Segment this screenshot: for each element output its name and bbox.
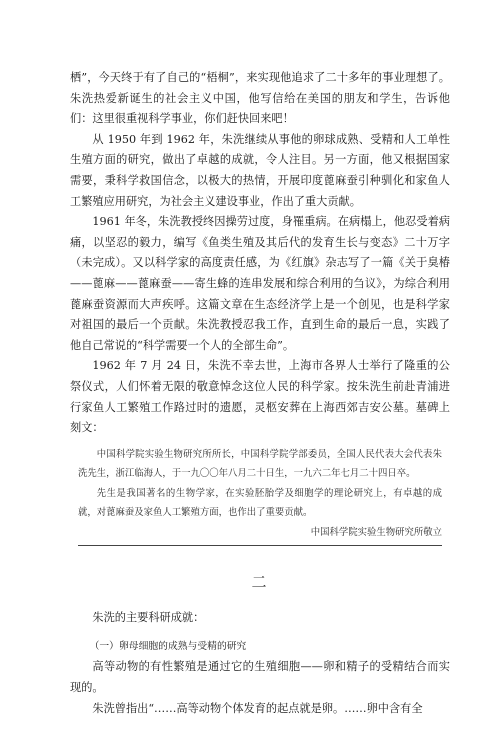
epitaph-signature: 中国科学院实验生物研究所敬立 (310, 526, 442, 538)
epitaph-line-1: 中国科学院实验生物研究所所长，中国科学院学部委员，全国人民代表大会代表朱洗先生，浙江临海人，于一九〇〇年八月二十日生，一九六二年七月二十四日卒。 (78, 448, 442, 480)
subsection-heading: （一）卵母细胞的成熟与受精的研究 (89, 640, 247, 652)
paragraph-6: 朱洗曾指出“……高等动物个体发育的起点就是卵。……卵中含有全 (92, 701, 423, 715)
document-page (70, 68, 450, 719)
epitaph-block (70, 445, 450, 543)
divider (78, 545, 442, 546)
epitaph-line-2: 先生是我国著名的生物学家，在实验胚胎学及细胞学的理论研究上，有卓越的成就，对蓖麻蚕及家鱼人工繁殖方面，也作出了重要贡献。 (78, 487, 442, 519)
paragraph-5: 高等动物的有性繁殖是通过它的生殖细胞——卵和精子的受精结合而实现的。 (70, 660, 450, 694)
section-intro: 朱洗的主要科研成就： (92, 611, 205, 625)
paragraph-1: 栖”，今天终于有了自己的“梧桐”，来实现他追求了二十多年的事业理想了。朱洗热爱新诞生的社会主义中国，他写信给在美国的朋友和学生，告诉他们：这里很重视科学事业，你们赶快回来吧！ (70, 71, 450, 126)
section-number: 二 (251, 573, 269, 592)
paragraph-2: 从 1950 年到 1962 年，朱洗继续从事他的卵球成熟、受精和人工单性生殖方面的研究，做出了卓越的成就，令人注目。另一方面，他又根据国家需要，秉科学救国信念，以极大的热情，开展印度蓖麻蚕引种驯化和家鱼人工繁殖应用研究，为社会主义建设事业，作出了重大贡献。 (70, 132, 450, 208)
paragraph-4: 1962 年 7 月 24 日，朱洗不幸去世，上海市各界人士举行了隆重的公祭仪式，人们怀着无限的敬意悼念这位人民的科学家。按朱洗生前赴青浦进行家鱼人工繁殖工作路过时的遗愿，灵柩安葬在上海西郊吉安公墓。墓碑上刻文： (70, 359, 450, 435)
paragraph-3: 1961 年冬，朱洗教授终因操劳过度，身罹重病。在病榻上，他忍受着病痛，以坚忍的毅力，编写《鱼类生殖及其后代的发育生长与变态》二十万字（未完成）。又以科学家的高度责任感，为《红旗》杂志写了一篇《关于臭椿——蓖麻——蓖麻蚕——寄生蜂的连串发展和综合利用的刍议》，为综合利用蓖麻蚕资源而大声疾呼。这篇文章在生态经济学上是一个创见，也是科学家对祖国的最后一个贡献。朱洗教授忍我工作，直到生命的最后一息，实践了他自己常说的“科学需要一个人的全部生命”。 (70, 215, 450, 352)
